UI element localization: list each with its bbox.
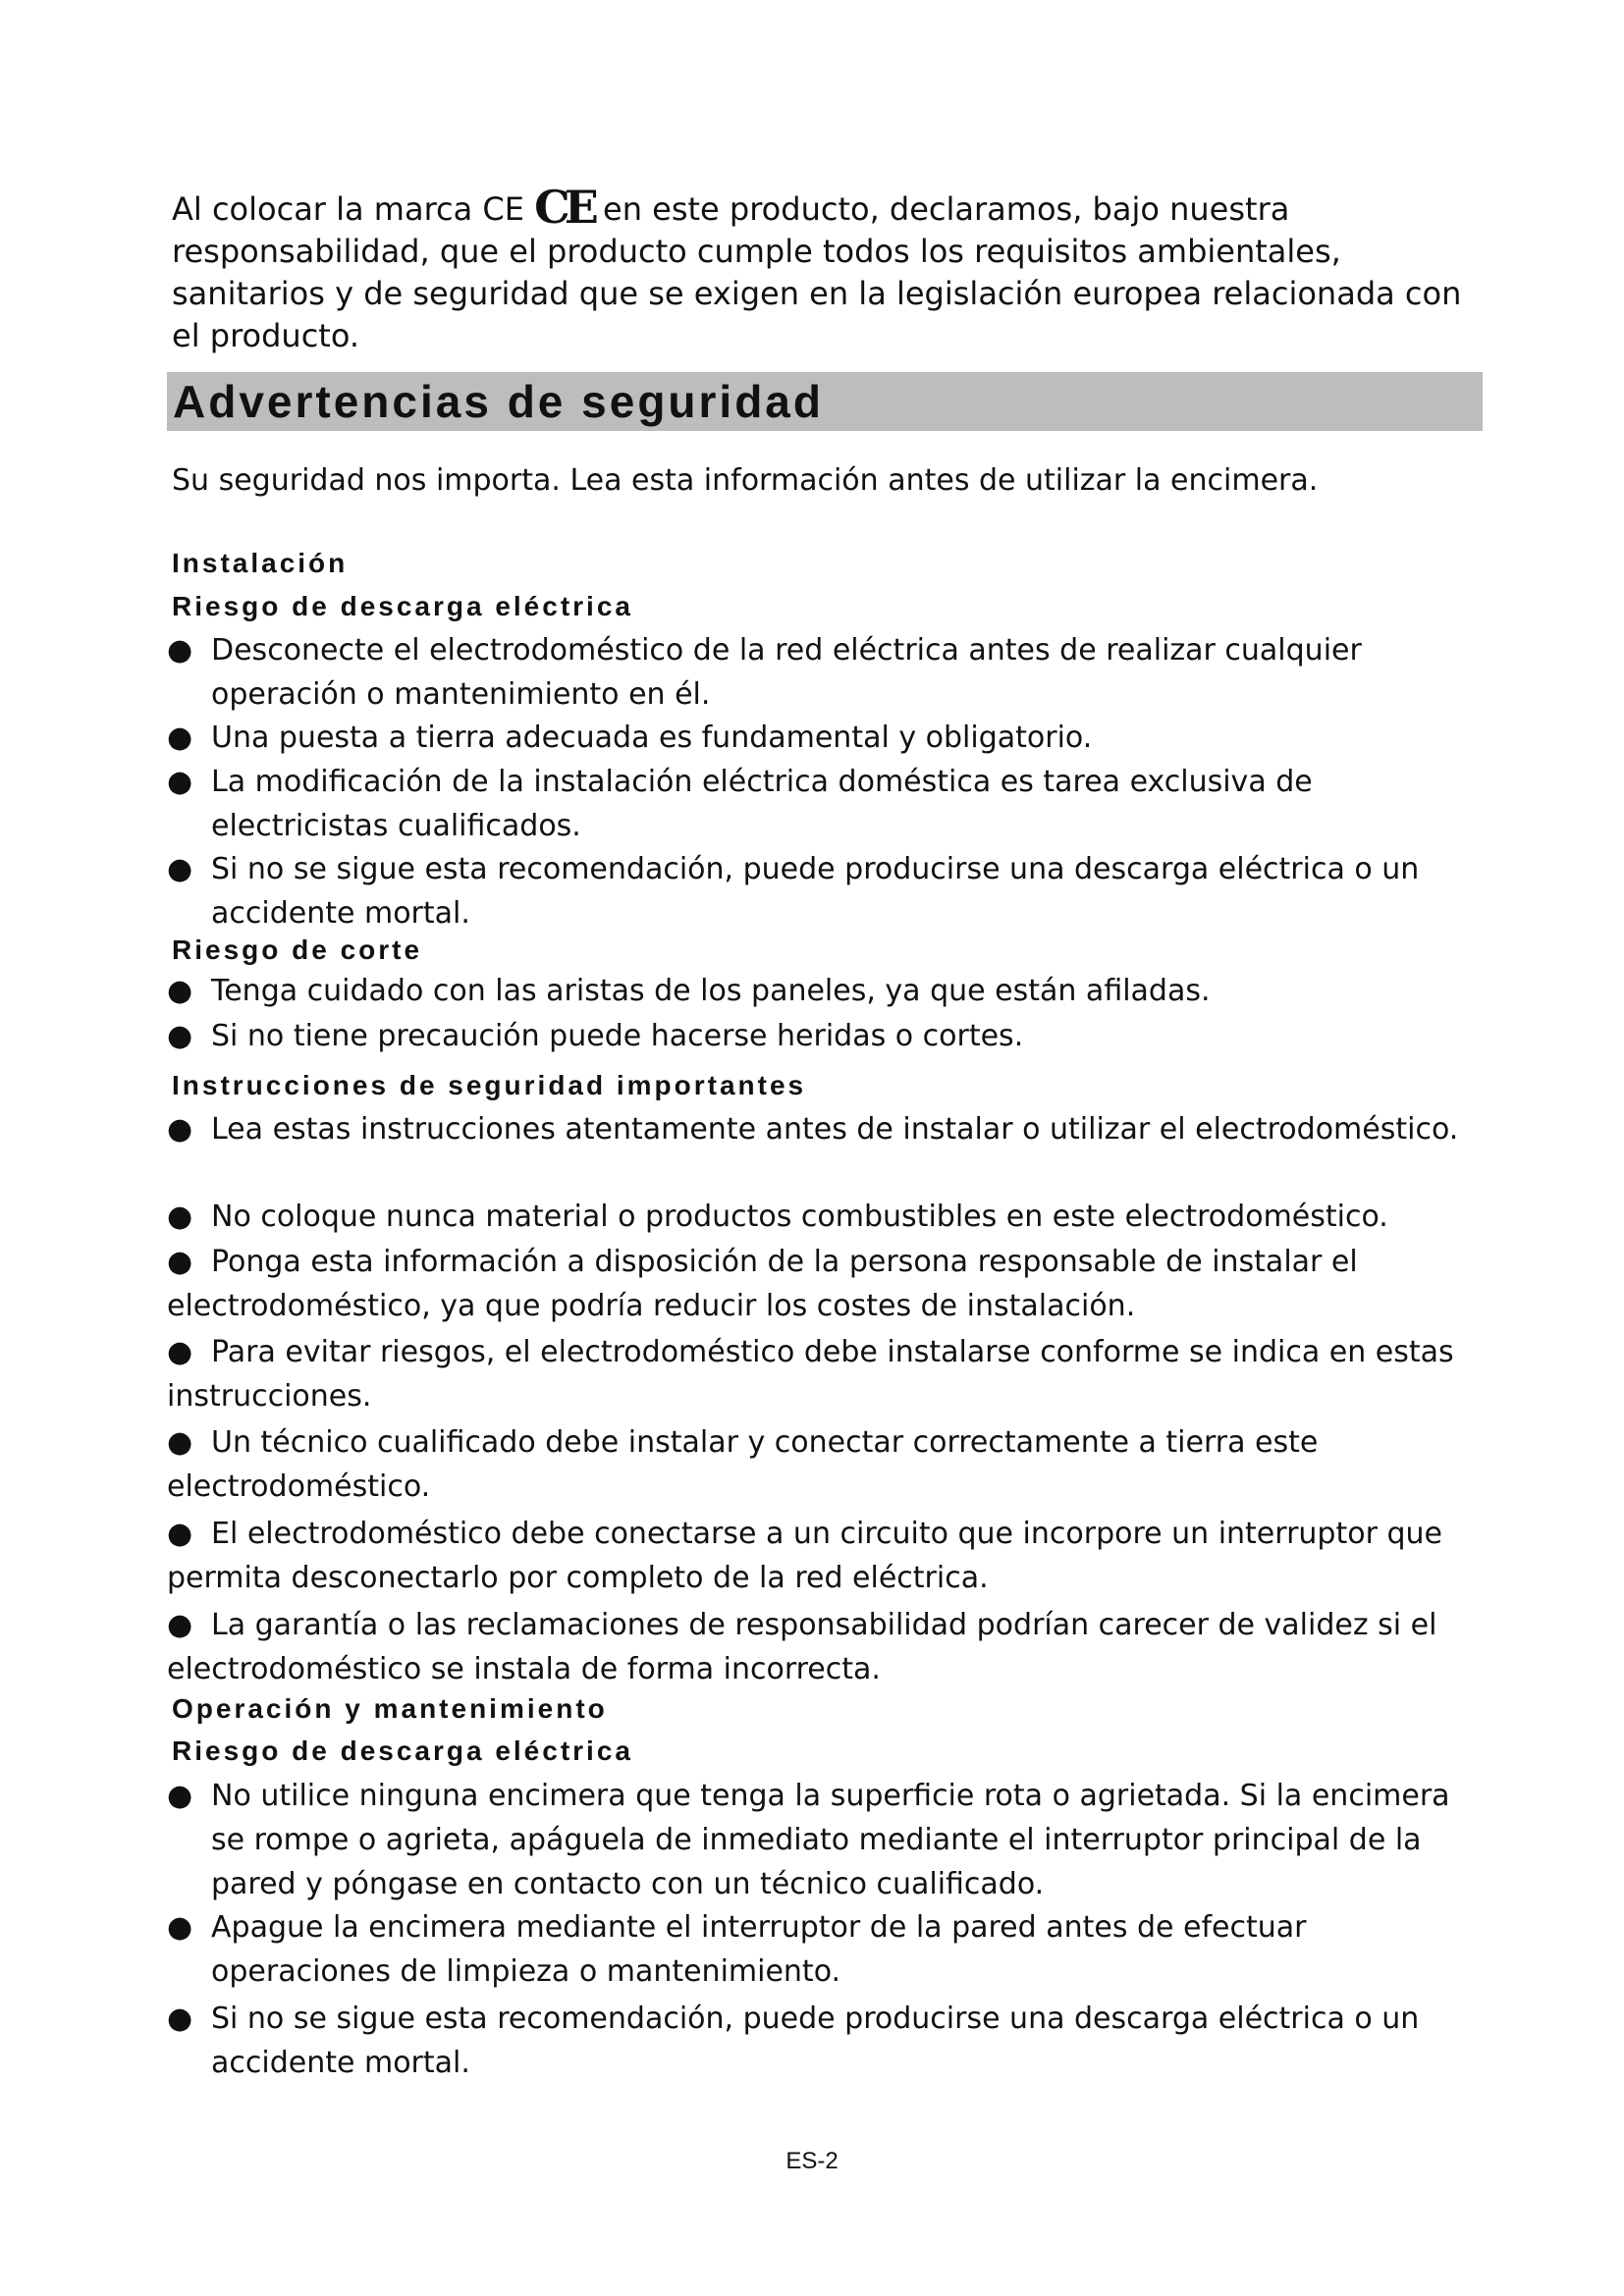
bullet-icon: ● bbox=[167, 1425, 193, 1460]
list-item-text: Tenga cuidado con las aristas de los paneles, ya que están afiladas. bbox=[211, 974, 1211, 1008]
bullet-icon: ● bbox=[167, 2002, 193, 2036]
lead-text: Su seguridad nos importa. Lea esta información antes de utilizar la encimera. bbox=[172, 463, 1319, 498]
list-item bbox=[167, 1240, 1488, 1328]
bullet-icon: ● bbox=[167, 1112, 193, 1147]
list-item bbox=[167, 1195, 1488, 1239]
list-item-text: Ponga esta información a disposición de la persona responsable de instalar el electrodoméstico, ya que podría reducir los costes de instalación. bbox=[167, 1245, 1358, 1323]
operation-electric-risk-heading: Riesgo de descarga eléctrica bbox=[172, 1735, 633, 1766]
list-item bbox=[167, 1014, 1488, 1058]
list-item bbox=[167, 1603, 1488, 1691]
bullet-icon: ● bbox=[167, 765, 193, 799]
bullet-icon: ● bbox=[167, 1019, 193, 1053]
list-item bbox=[167, 1330, 1488, 1418]
bullet-icon: ● bbox=[167, 852, 193, 886]
cut-risk-heading: Riesgo de corte bbox=[172, 934, 423, 965]
list-item-text: La modificación de la instalación eléctrica doméstica es tarea exclusiva de electricistas cualificados. bbox=[211, 765, 1313, 843]
list-item bbox=[167, 847, 1488, 935]
bullet-icon: ● bbox=[167, 721, 193, 755]
page-number: ES-2 bbox=[785, 2148, 839, 2174]
list-item-text: Si no tiene precaución puede hacerse heridas o cortes. bbox=[211, 1019, 1024, 1053]
list-item bbox=[167, 1997, 1488, 2085]
list-item bbox=[167, 1107, 1488, 1151]
ce-mark-icon: CE bbox=[534, 181, 593, 234]
bullet-icon: ● bbox=[167, 1779, 193, 1813]
list-item-text: Un técnico cualificado debe instalar y conectar correctamente a tierra este electrodoméstico. bbox=[167, 1425, 1319, 1504]
operation-maintenance-heading: Operación y mantenimiento bbox=[172, 1693, 608, 1724]
list-item-text: Si no se sigue esta recomendación, puede producirse una descarga eléctrica o un accidente mortal. bbox=[211, 2002, 1420, 2080]
important-instructions-heading: Instrucciones de seguridad importantes bbox=[172, 1070, 807, 1100]
list-item bbox=[167, 716, 1488, 760]
bullet-icon: ● bbox=[167, 1335, 193, 1369]
list-item bbox=[167, 969, 1488, 1013]
list-item-text: El electrodoméstico debe conectarse a un circuito que incorpore un interruptor que permita desconectarlo por completo de la red eléctrica. bbox=[167, 1517, 1442, 1595]
list-item-text: No coloque nunca material o productos combustibles en este electrodoméstico. bbox=[211, 1200, 1388, 1234]
list-item-text: Una puesta a tierra adecuada es fundamental y obligatorio. bbox=[211, 721, 1093, 755]
ce-declaration-paragraph bbox=[172, 181, 1488, 357]
list-item bbox=[167, 1905, 1488, 1994]
ce-declaration-text-start: Al colocar la marca CE bbox=[172, 190, 535, 228]
ce-declaration-text-end: en este producto, declaramos, bajo nuestra responsabilidad, que el producto cumple todos los requisitos ambientales, sanitarios y de seguridad que se exigen en la legislación europea relacionada con el producto. bbox=[172, 190, 1462, 354]
list-item bbox=[167, 760, 1488, 848]
bullet-icon: ● bbox=[167, 1517, 193, 1551]
bullet-icon: ● bbox=[167, 1608, 193, 1642]
bullet-icon: ● bbox=[167, 974, 193, 1008]
bullet-icon: ● bbox=[167, 1910, 193, 1945]
section-title: Advertencias de seguridad bbox=[173, 376, 824, 427]
list-item bbox=[167, 628, 1488, 717]
list-item-text: Si no se sigue esta recomendación, puede producirse una descarga eléctrica o un accidente mortal. bbox=[211, 852, 1420, 931]
installation-heading: Instalación bbox=[172, 548, 349, 578]
list-item bbox=[167, 1774, 1488, 1906]
bullet-icon: ● bbox=[167, 633, 193, 667]
bullet-icon: ● bbox=[167, 1200, 193, 1234]
list-item-text: Apague la encimera mediante el interruptor de la pared antes de efectuar operaciones de limpieza o mantenimiento. bbox=[211, 1910, 1307, 1989]
installation-electric-risk-heading: Riesgo de descarga eléctrica bbox=[172, 591, 633, 621]
bullet-icon: ● bbox=[167, 1245, 193, 1279]
list-item-text: La garantía o las reclamaciones de responsabilidad podrían carecer de validez si el electrodoméstico se instala de forma incorrecta. bbox=[167, 1608, 1437, 1686]
list-item-text: Lea estas instrucciones atentamente antes de instalar o utilizar el electrodoméstico. bbox=[211, 1112, 1459, 1147]
list-item-text: Para evitar riesgos, el electrodoméstico debe instalarse conforme se indica en estas instrucciones. bbox=[167, 1335, 1454, 1414]
list-item bbox=[167, 1512, 1488, 1600]
list-item-text: No utilice ninguna encimera que tenga la superficie rota o agrietada. Si la encimera se rompe o agrieta, apáguela de inmediato mediante el interruptor principal de la pared y póngase en contacto con un técnico cualificado. bbox=[211, 1779, 1450, 1901]
list-item bbox=[167, 1420, 1488, 1509]
list-item-text: Desconecte el electrodoméstico de la red eléctrica antes de realizar cualquier operación o mantenimiento en él. bbox=[211, 633, 1362, 712]
